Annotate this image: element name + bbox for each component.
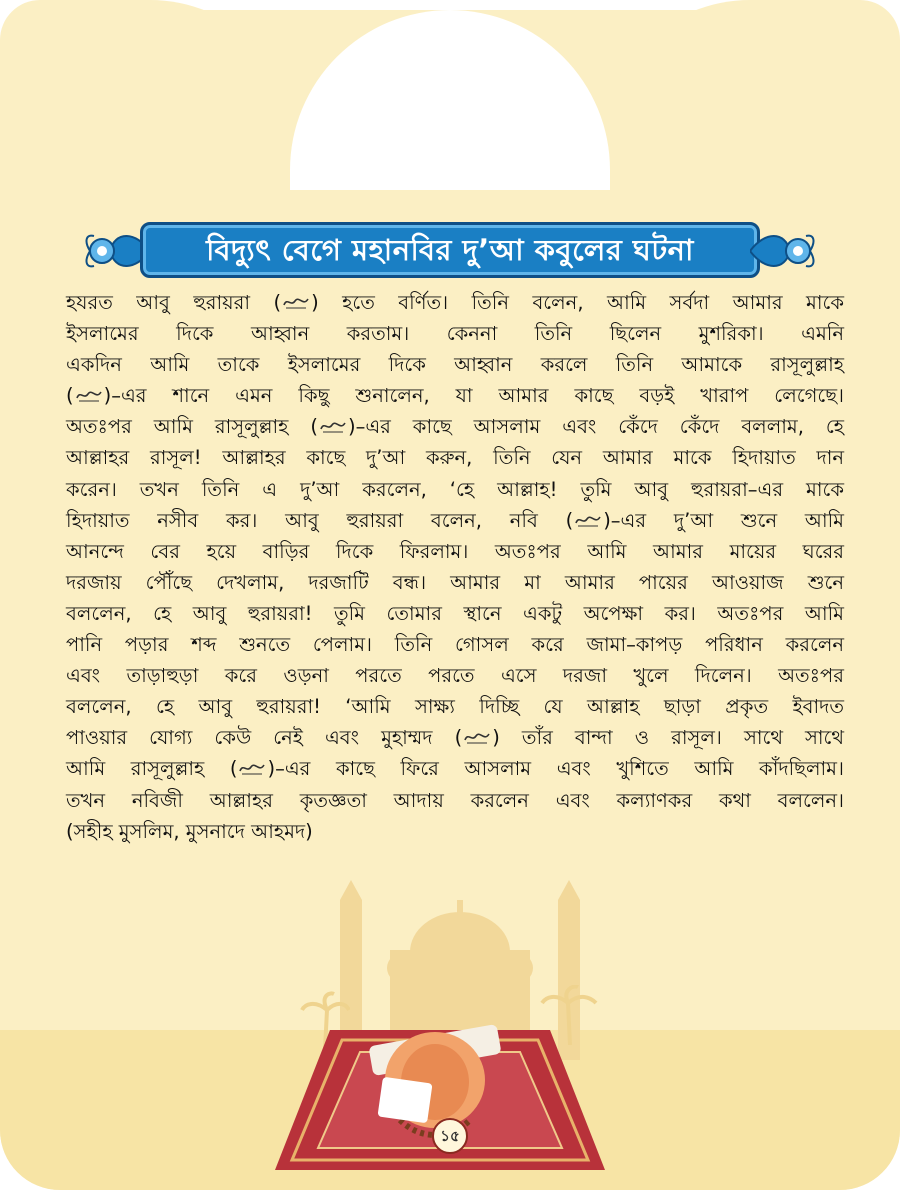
citation-line: (সহীহ মুসলিম, মুসনাদে আহমদ) — [66, 819, 313, 843]
text-line: আমি রাসূলুল্লাহ ( )–এর কাছে ফিরে আসলাম এবং খুশিতে আমি কাঁদছিলাম। — [66, 757, 844, 781]
title-banner — [80, 220, 820, 282]
text-line: দরজায় পৌঁছে দেখলাম, দরজাটি বন্ধ। আমার মা আমার পায়ের আওয়াজ শুনে — [66, 570, 844, 594]
text-line: হিদায়াত নসীব কর। আবু হুরায়রা বলেন, নবি ( )–এর দু’আ শুনে আমি — [66, 508, 845, 532]
text-line: এবং তাড়াহুড়া করে ওড়না পরতে পরতে এসে দরজা খুলে দিলেন। অতঃপর — [66, 664, 844, 688]
story-text — [66, 287, 844, 847]
text-line: হযরত আবু হুরায়রা ( ) হতে বর্ণিত। তিনি বলেন, আমি সর্বদা আমার মাকে — [66, 291, 845, 314]
salutation-calligraphy-icon — [281, 293, 311, 311]
text-line: বললেন, হে আবু হুরায়রা! তুমি তোমার স্থানে একটু অপেক্ষা কর। অতঃপর আমি — [66, 601, 844, 625]
text-line: তখন নবিজী আল্লাহর কৃতজ্ঞতা আদায় করলেন এবং কল্যাণকর কথা বললেন। — [66, 788, 844, 812]
text-line: পাওয়ার যোগ্য কেউ নেই এবং মুহাম্মদ ( ) তাঁর বান্দা ও রাসূল। সাথে সাথে — [66, 726, 844, 750]
page-number: ১৫ — [432, 1118, 468, 1154]
salutation-calligraphy-icon — [573, 511, 603, 529]
text-line: আল্লাহর রাসূল! আল্লাহর কাছে দু’আ করুন, তিনি যেন আমার মাকে হিদায়াত দান — [66, 446, 844, 470]
text-line: পানি পড়ার শব্দ শুনতে পেলাম। তিনি গোসল করে জামা–কাপড় পরিধান করলেন — [66, 633, 844, 657]
text-line: বললেন, হে আবু হুরায়রা! ‘আমি সাক্ষ্য দিচ্ছি যে আল্লাহ ছাড়া প্রকৃত ইবাদত — [66, 695, 844, 719]
salutation-calligraphy-icon — [237, 759, 267, 777]
floral-ornament-right-icon — [750, 226, 820, 276]
text-line: ( )–এর শানে এমন কিছু শুনালেন, যা আমার কাছে বড়ই খারাপ লেগেছে। — [66, 384, 844, 408]
salutation-calligraphy-icon — [74, 386, 104, 404]
salutation-calligraphy-icon — [318, 417, 348, 435]
salutation-calligraphy-icon — [462, 728, 492, 746]
text-line: ইসলামের দিকে আহ্বান করতাম। কেননা তিনি ছিলেন মুশরিকা। এমনি — [66, 322, 844, 346]
page-title: বিদ্যুৎ বেগে মহানবির দু’আ কবুলের ঘটনা — [206, 233, 694, 267]
text-line: অতঃপর আমি রাসূলুল্লাহ ( )–এর কাছে আসলাম এবং কেঁদে কেঁদে বললাম, হে — [66, 415, 844, 439]
text-line: একদিন আমি তাকে ইসলামের দিকে আহ্বান করলে তিনি আমাকে রাসূলুল্লাহ — [66, 353, 844, 377]
text-line: করেন। তখন তিনি এ দু’আ করলেন, ‘হে আল্লাহ! তুমি আবু হুরায়রা–এর মাকে — [66, 477, 844, 501]
text-line: আনন্দে বের হয়ে বাড়ির দিকে ফিরলাম। অতঃপর আমি আমার মায়ের ঘরের — [66, 539, 844, 563]
